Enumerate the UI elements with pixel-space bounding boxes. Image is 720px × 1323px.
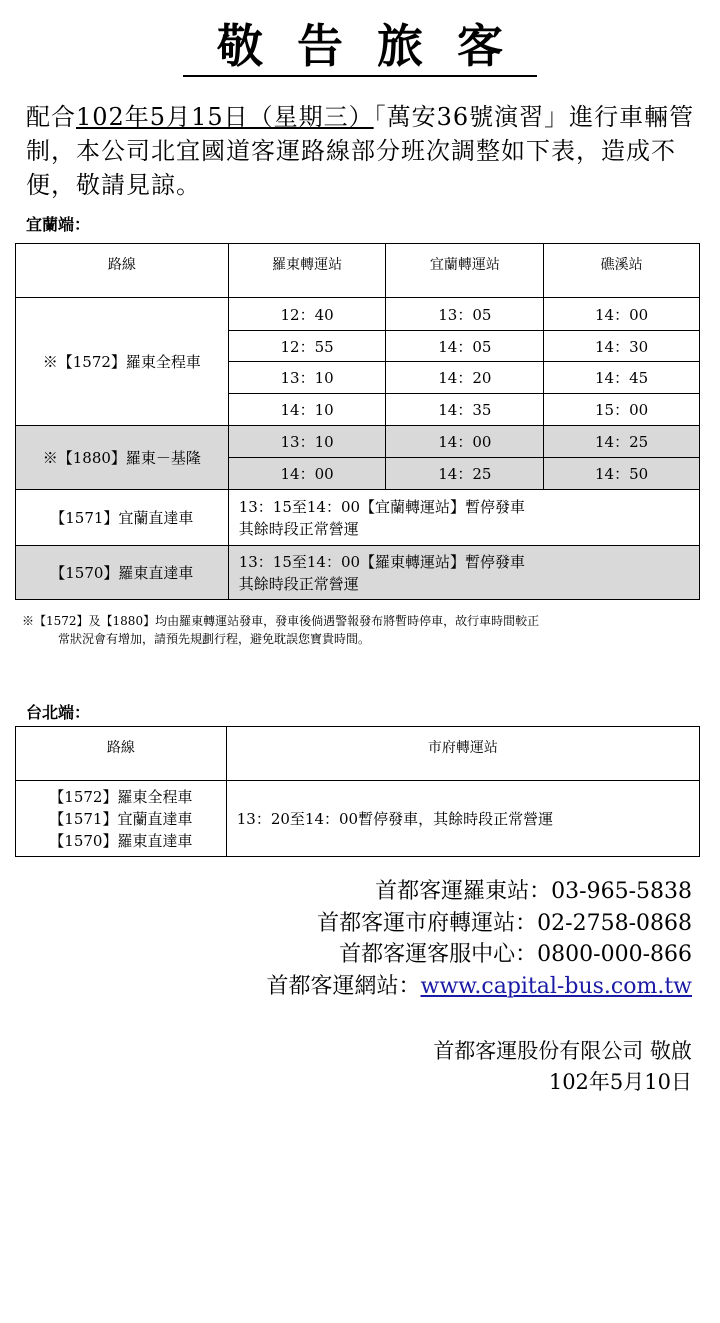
taipei-info: 13：20至14：00暫停發車，其餘時段正常營運 [226, 781, 699, 857]
time-cell: 14：10 [228, 394, 386, 426]
time-cell: 15：00 [544, 394, 700, 426]
page-title: 敬告旅客 [0, 18, 720, 74]
table-row [16, 426, 700, 458]
time-cell: 14：00 [386, 426, 544, 458]
header-route: 路線 [16, 727, 227, 781]
event-date: 102年5月15日（星期三） [76, 103, 374, 131]
time-cell: 14：20 [386, 362, 544, 394]
footnote-line: ※【1572】及【1880】均由羅東轉運站發車，發車後倘遇警報發布將暫時停車，故行車時間較正 [22, 614, 540, 628]
time-cell: 13：10 [228, 426, 386, 458]
footnote-line: 常狀況會有增加，請預先規劃行程，避免耽誤您寶貴時間。 [58, 632, 371, 646]
time-cell: 14：45 [544, 362, 700, 394]
event-name: 「萬安36號演習」 [373, 103, 570, 131]
time-cell: 14：00 [544, 298, 700, 331]
signature [433, 1036, 692, 1098]
table-row [16, 490, 700, 546]
yilan-schedule-table [15, 243, 700, 600]
website-link[interactable]: www.capital-bus.com.tw [420, 973, 692, 999]
route-label: 【1572】羅東全程車 [49, 787, 193, 806]
header-city-hall: 市府轉運站 [226, 727, 699, 781]
intro-paragraph: 配合102年5月15日（星期三）「萬安36號演習」進行車輛管制，本公司北宜國道客運路線部分班次調整如下表，造成不便，敬請見諒。 [26, 103, 695, 199]
time-cell: 14：50 [544, 458, 700, 490]
company-signature: 首都客運股份有限公司 敬啟 [433, 1039, 692, 1063]
table-row [16, 546, 700, 600]
route-1571-info [228, 490, 699, 546]
time-cell: 13：05 [386, 298, 544, 331]
table-header-row [16, 244, 700, 298]
table-row [16, 781, 700, 857]
time-cell: 14：00 [228, 458, 386, 490]
taipei-section-label: 台北端： [26, 703, 91, 722]
info-line: 其餘時段正常營運 [238, 574, 359, 593]
header-jiaoxi: 礁溪站 [544, 244, 700, 298]
route-1571: 【1571】宜蘭直達車 [16, 490, 229, 546]
time-cell: 14：25 [544, 426, 700, 458]
taipei-routes [16, 781, 227, 857]
route-1570: 【1570】羅東直達車 [16, 546, 229, 600]
time-cell: 14：25 [386, 458, 544, 490]
route-1572: ※【1572】羅東全程車 [16, 298, 229, 426]
header-yilan: 宜蘭轉運站 [386, 244, 544, 298]
info-line: 其餘時段正常營運 [238, 519, 359, 538]
time-cell: 13：10 [228, 362, 386, 394]
table-row [16, 298, 700, 331]
info-line: 13：15至14：00【宜蘭轉運站】暫停發車 [238, 497, 526, 516]
time-cell: 12：40 [228, 298, 386, 331]
header-luodong: 羅東轉運站 [228, 244, 386, 298]
signature-date: 102年5月10日 [548, 1070, 692, 1094]
info-line: 13：15至14：00【羅東轉運站】暫停發車 [238, 552, 526, 571]
yilan-section-label: 宜蘭端： [26, 215, 91, 234]
route-1570-info [228, 546, 699, 600]
route-label: 【1570】羅東直達車 [49, 831, 193, 850]
route-label: 【1571】宜蘭直達車 [49, 809, 193, 828]
header-route: 路線 [16, 244, 229, 298]
contact-website: 首都客運網站：www.capital-bus.com.tw [266, 973, 692, 999]
time-cell: 12：55 [228, 331, 386, 362]
taipei-schedule-table [15, 726, 700, 857]
footnote [22, 612, 698, 648]
contact-service-center: 首都客運客服中心：0800-000-866 [339, 942, 692, 967]
contact-list [266, 876, 692, 1002]
route-1880: ※【1880】羅東－基隆 [16, 426, 229, 490]
time-cell: 14：30 [544, 331, 700, 362]
contact-city-hall: 首都客運市府轉運站：02-2758-0868 [317, 910, 692, 936]
contact-luodong: 首都客運羅東站：03-965-5838 [375, 879, 692, 904]
table-header-row [16, 727, 700, 781]
time-cell: 14：35 [386, 394, 544, 426]
time-cell: 14：05 [386, 331, 544, 362]
